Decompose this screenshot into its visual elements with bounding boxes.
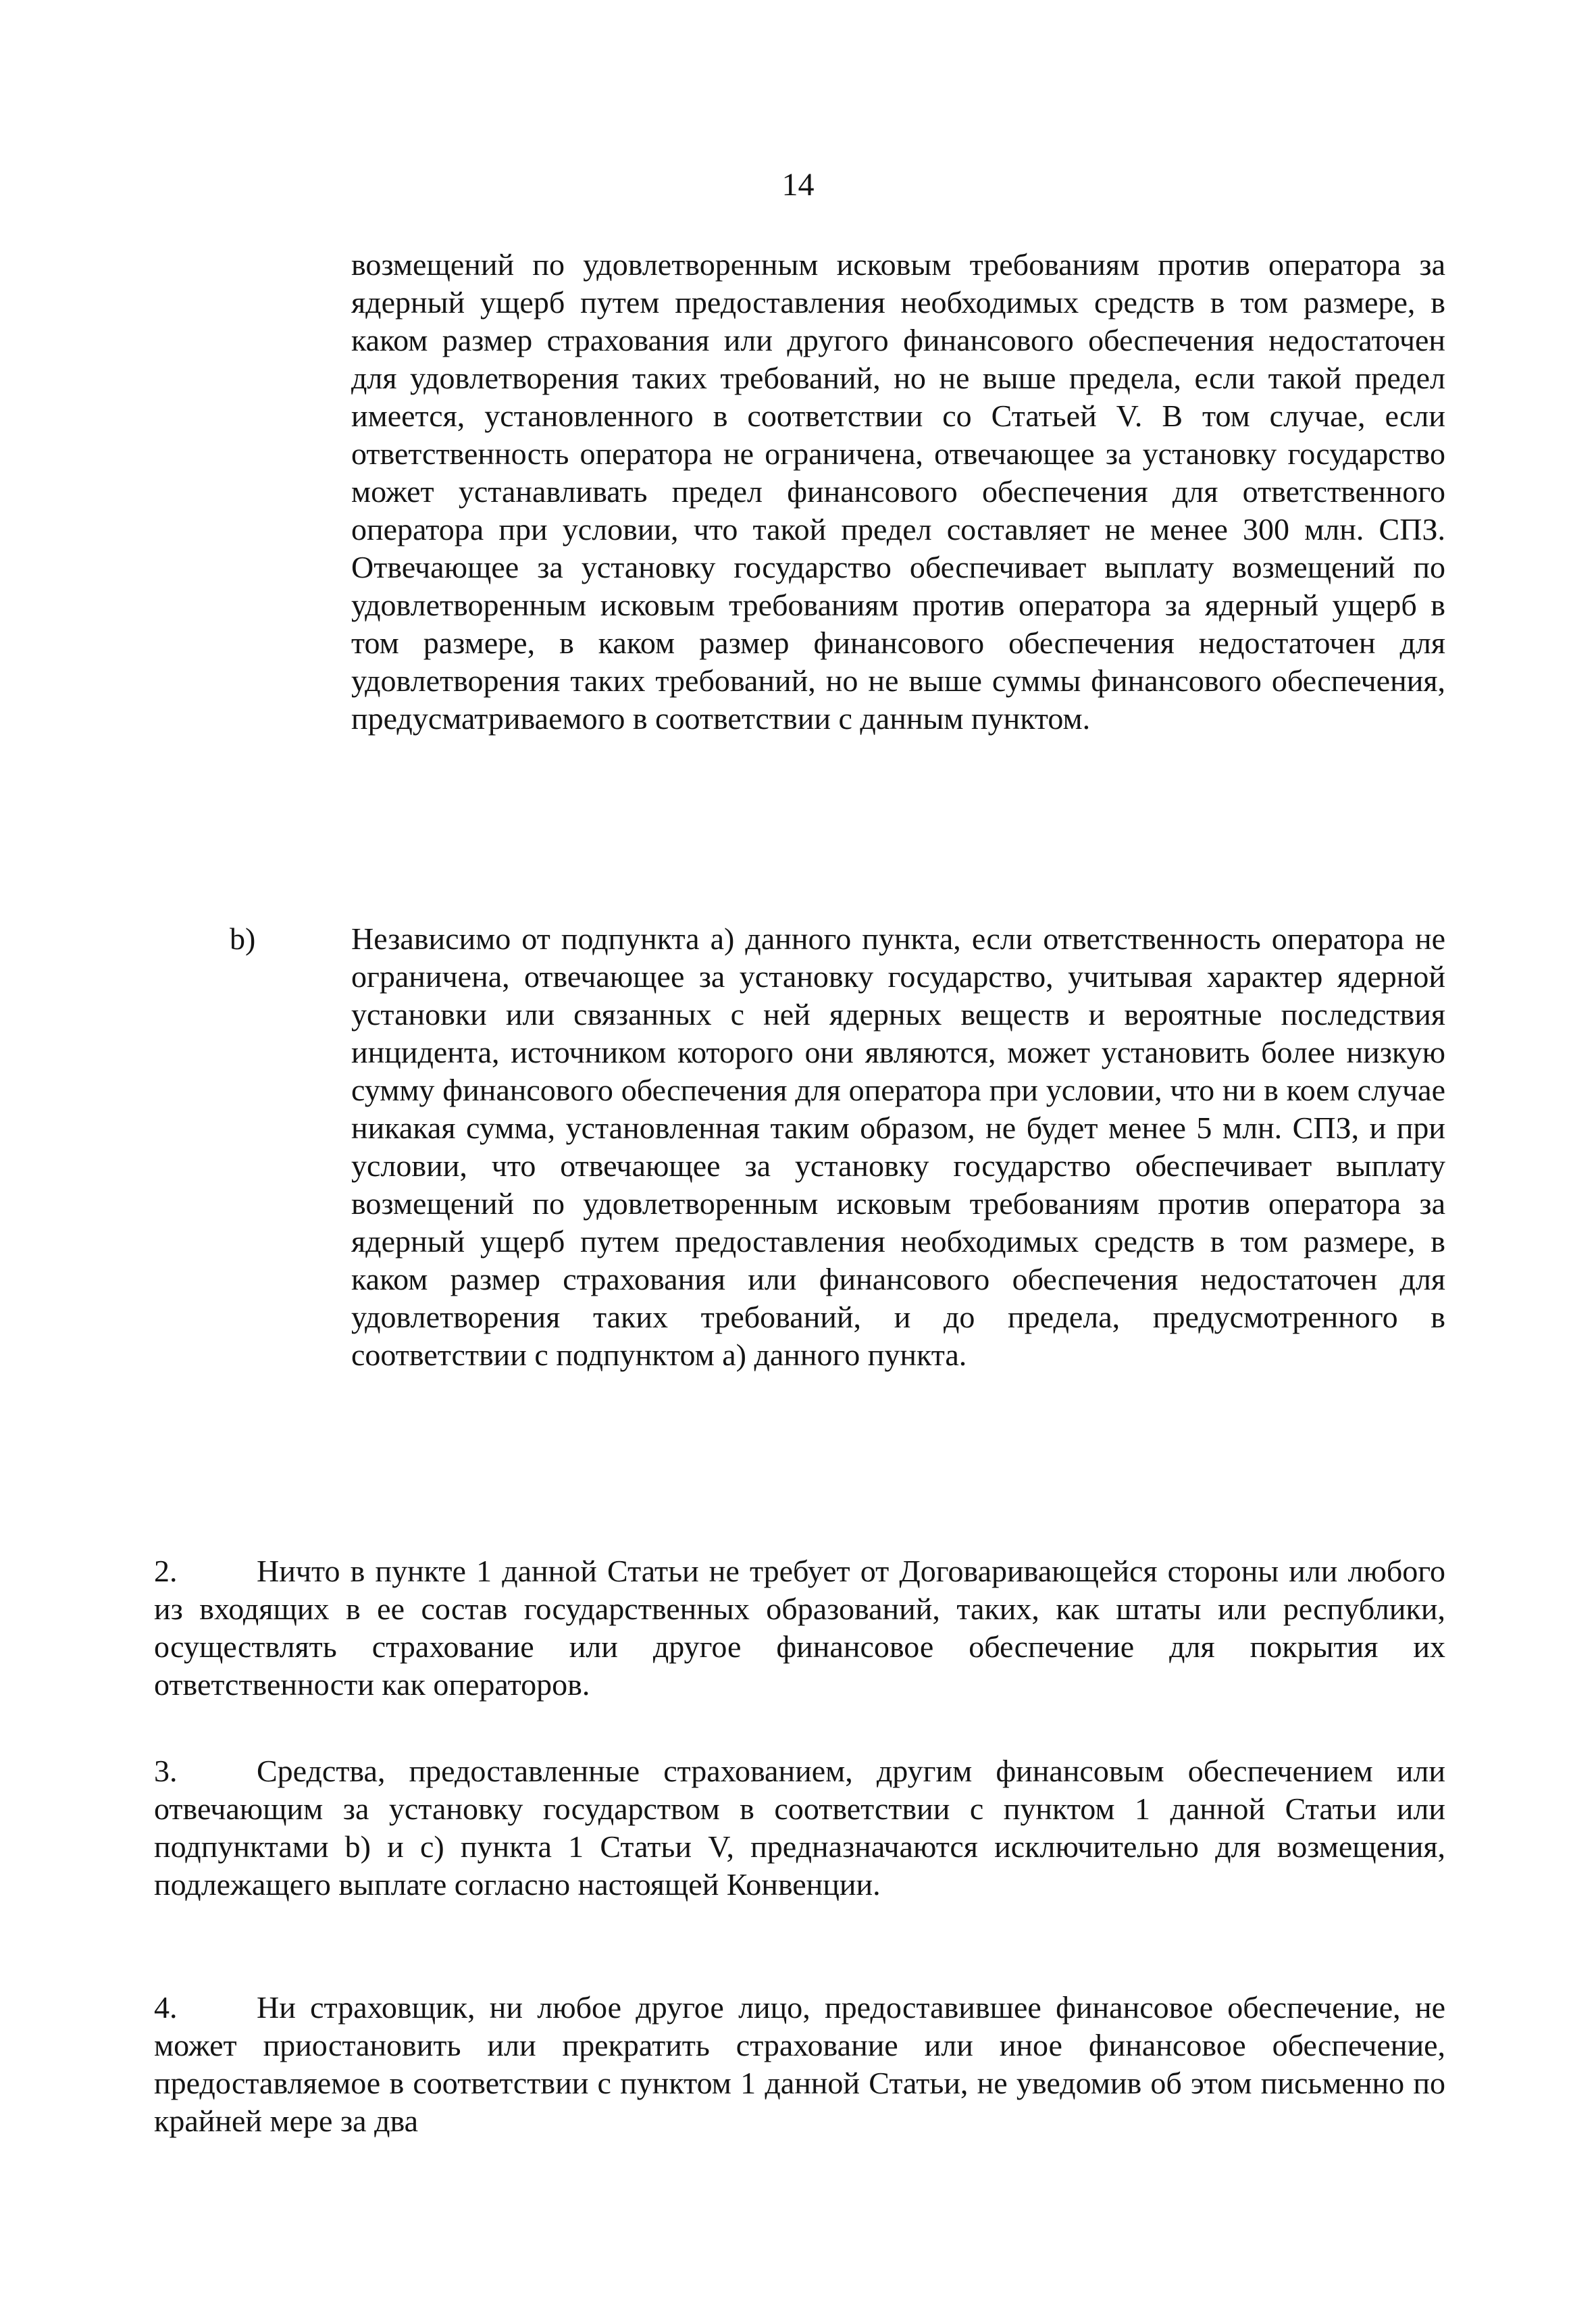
- paragraph-2: [154, 1552, 1445, 1704]
- paragraph-number: 3.: [154, 1754, 178, 1788]
- paragraph-text: Ничто в пункте 1 данной Статьи не требует от Договаривающейся стороны или любого из входящих в ее состав государственных образований, таких, как штаты или республики, осуществлять страхование или другое финансовое обеспечение для покрытия их ответственности как операторов.: [154, 1554, 1445, 1702]
- paragraph-4: [154, 1989, 1445, 2140]
- paragraph-text: Ни страховщик, ни любое другое лицо, предоставившее финансовое обеспечение, не может приостановить или прекратить страхование или иное финансовое обеспечение, предоставляемое в соответствии с пунктом 1 данной Статьи, не уведомив об этом письменно по крайней мере за два: [154, 1990, 1445, 2138]
- subparagraph-b-marker: b): [230, 921, 256, 956]
- paragraph-3: [154, 1752, 1445, 1904]
- page-number: 14: [781, 167, 815, 203]
- paragraph-text: Средства, предоставленные страхованием, другим финансовым обеспечением или отвечающим за установку государством в соответствии с пунктом 1 данной Статьи или подпунктами b) и с) пункта 1 Статьи V, предназначаются исключительно для возмещения, подлежащего выплате согласно настоящей Конвенции.: [154, 1754, 1445, 1902]
- paragraph-number: 4.: [154, 1990, 178, 2025]
- paragraph-number: 2.: [154, 1554, 178, 1588]
- subparagraph-b-text: Независимо от подпункта а) данного пункта, если ответственность оператора не ограничена, отвечающее за установку государство, учитывая характер ядерной установки или связанных с ней ядерных веществ и вероятные последствия инцидента, источником которого они являются, может установить более низкую сумму финансового обеспечения для оператора при условии, что ни в коем случае никакая сумма, установленная таким образом, не будет менее 5 млн. СПЗ, и при условии, что отвечающее за установку государство обеспечивает выплату возмещений по удовлетворенным исковым требованиям против оператора за ядерный ущерб путем предоставления необходимых средств в том размере, в каком размер страхования или финансового обеспечения недостаточен для удовлетворения таких требований, и до предела, предусмотренного в соответствии с подпунктом а) данного пункта.: [351, 921, 1445, 1372]
- subparagraph-a-continuation: возмещений по удовлетворенным исковым требованиям против оператора за ядерный ущерб путем предоставления необходимых средств в том размере, в каком размер страхования или другого финансового обеспечения недостаточен для удовлетворения таких требований, но не выше предела, если такой предел имеется, установленного в соответствии со Статьей V. В том случае, если ответственность оператора не ограничена, отвечающее за установку государство может устанавливать предел финансового обеспечения для ответственного оператора при условии, что такой предел составляет не менее 300 млн. СПЗ. Отвечающее за установку государство обеспечивает выплату возмещений по удовлетворенным исковым требованиям против оператора за ядерный ущерб в том размере, в каком размер финансового обеспечения недостаточен для удовлетворения таких требований, но не выше суммы финансового обеспечения, предусматриваемого в соответствии с данным пунктом.: [351, 247, 1445, 736]
